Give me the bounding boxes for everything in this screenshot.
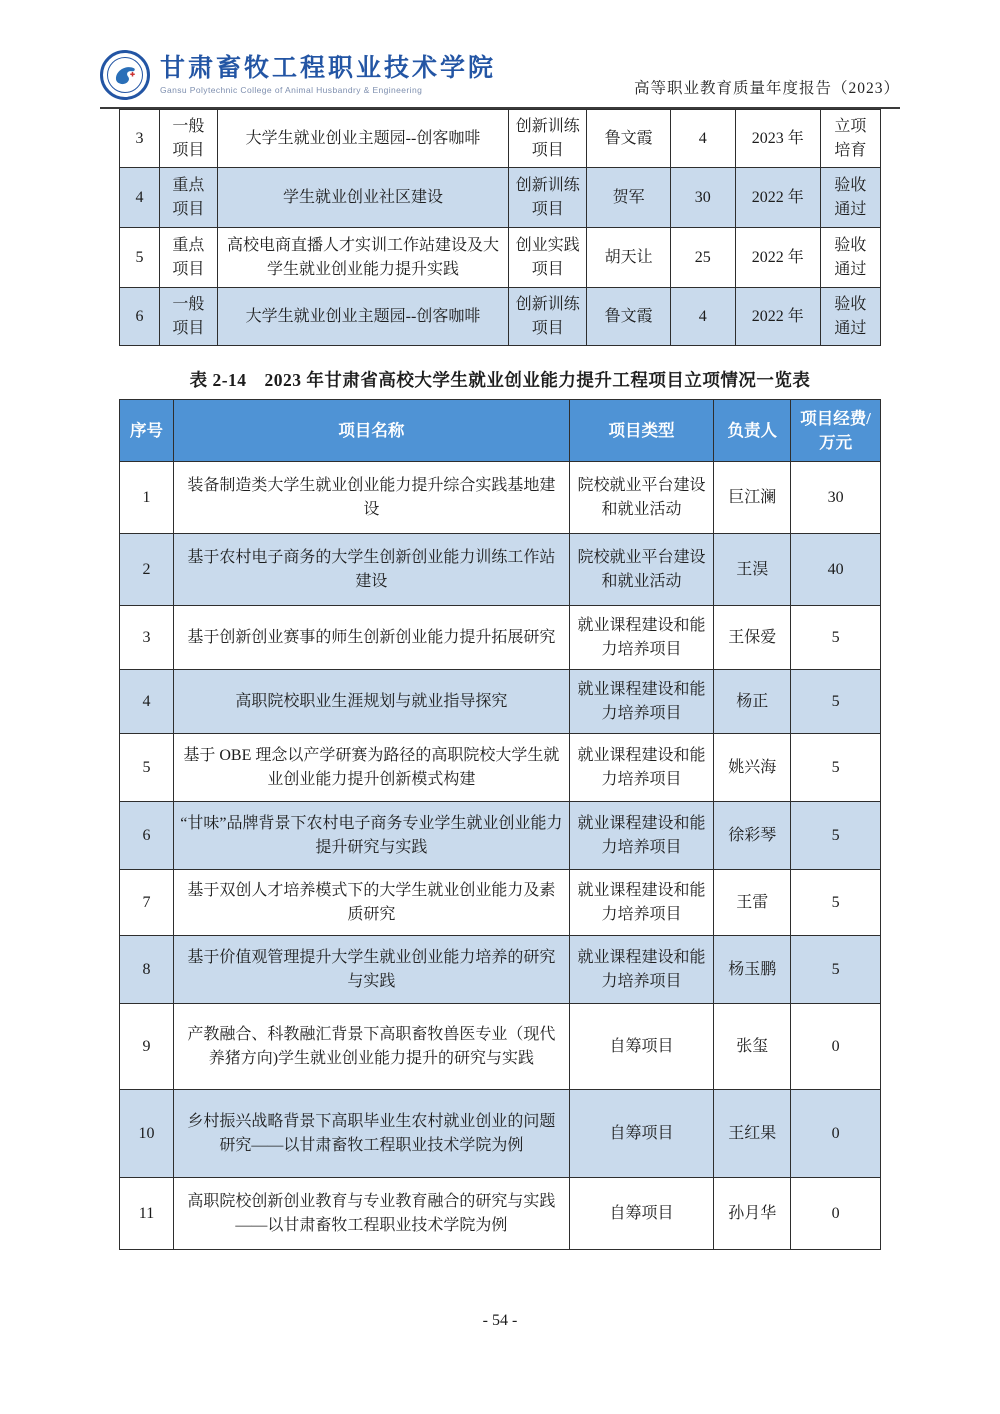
col-header-project-name: 项目名称 (174, 400, 570, 462)
cell-leader: 胡天让 (587, 228, 671, 288)
cell-leader: 王保爱 (714, 606, 791, 670)
cell-project-type: 就业课程建设和能力培养项目 (569, 670, 714, 734)
table-row (120, 1004, 881, 1090)
cell-level: 一般项目 (159, 288, 217, 346)
col-header-no: 序号 (120, 400, 174, 462)
cell-no: 5 (120, 734, 174, 802)
table-row (120, 936, 881, 1004)
cell-project-name: 基于双创人才培养模式下的大学生就业创业能力及素质研究 (174, 870, 570, 936)
cell-leader: 王红果 (714, 1090, 791, 1178)
cell-project-name: 基于 OBE 理念以产学研赛为路径的高职院校大学生就业创业能力提升创新模式构建 (174, 734, 570, 802)
cell-project-name: 基于农村电子商务的大学生创新创业能力训练工作站建设 (174, 534, 570, 606)
cell-budget: 5 (791, 936, 881, 1004)
cell-no: 8 (120, 936, 174, 1004)
cell-leader: 王雷 (714, 870, 791, 936)
table-caption: 表 2-14 2023 年甘肃省高校大学生就业创业能力提升工程项目立项情况一览表 (189, 370, 811, 390)
col-header-budget: 项目经费/万元 (791, 400, 881, 462)
cell-no: 6 (120, 288, 160, 346)
cell-no: 11 (120, 1178, 174, 1250)
cell-project-name: 装备制造类大学生就业创业能力提升综合实践基地建设 (174, 462, 570, 534)
page-header (100, 50, 900, 109)
cell-year: 2023 年 (735, 110, 820, 168)
cell-no: 4 (120, 670, 174, 734)
cell-status: 立项培育 (820, 110, 880, 168)
logo-text-block (160, 55, 496, 96)
cell-budget: 0 (791, 1090, 881, 1178)
cell-project-type: 院校就业平台建设和就业活动 (569, 534, 714, 606)
cell-project-name: “甘味”品牌背景下农村电子商务专业学生就业创业能力提升研究与实践 (174, 802, 570, 870)
college-name-en: Gansu Polytechnic College of Animal Husbandry & Engineering (160, 85, 423, 96)
cell-budget: 30 (791, 462, 881, 534)
table-row (120, 168, 881, 228)
cell-amount: 30 (670, 168, 735, 228)
cell-project-type: 就业课程建设和能力培养项目 (569, 734, 714, 802)
cell-no: 5 (120, 228, 160, 288)
cell-no: 3 (120, 110, 160, 168)
cell-project-name: 高职院校创新创业教育与专业教育融合的研究与实践——以甘肃畜牧工程职业技术学院为例 (174, 1178, 570, 1250)
cell-leader: 姚兴海 (714, 734, 791, 802)
cell-no: 2 (120, 534, 174, 606)
cell-no: 6 (120, 802, 174, 870)
cell-leader: 鲁文霞 (587, 110, 671, 168)
cell-project-type: 创新训练项目 (509, 110, 587, 168)
cell-budget: 5 (791, 606, 881, 670)
table-row (120, 802, 881, 870)
cell-leader: 杨正 (714, 670, 791, 734)
cell-project-type: 创新训练项目 (509, 288, 587, 346)
cell-project-type: 自筹项目 (569, 1004, 714, 1090)
table-row (120, 734, 881, 802)
cell-project-name: 大学生就业创业主题园--创客咖啡 (217, 110, 508, 168)
cell-leader: 王淏 (714, 534, 791, 606)
cell-no: 3 (120, 606, 174, 670)
cell-year: 2022 年 (735, 288, 820, 346)
cell-project-name: 产教融合、科教融汇背景下高职畜牧兽医专业（现代养猪方向)学生就业创业能力提升的研究与实践 (174, 1004, 570, 1090)
cell-project-name: 大学生就业创业主题园--创客咖啡 (217, 288, 508, 346)
table-row (120, 670, 881, 734)
cell-project-name: 基于创新创业赛事的师生创新创业能力提升拓展研究 (174, 606, 570, 670)
cell-budget: 40 (791, 534, 881, 606)
table-row (120, 228, 881, 288)
emblem-animal-icon (110, 60, 140, 90)
cell-project-name: 乡村振兴战略背景下高职毕业生农村就业创业的问题研究——以甘肃畜牧工程职业技术学院为例 (174, 1090, 570, 1178)
cell-status: 验收通过 (820, 288, 880, 346)
cell-leader: 徐彩琴 (714, 802, 791, 870)
cell-leader: 贺军 (587, 168, 671, 228)
cell-leader: 巨江澜 (714, 462, 791, 534)
cell-project-type: 创新训练项目 (509, 168, 587, 228)
cell-level: 一般项目 (159, 110, 217, 168)
cell-year: 2022 年 (735, 168, 820, 228)
cell-budget: 0 (791, 1004, 881, 1090)
cell-budget: 5 (791, 802, 881, 870)
cell-leader: 孙月华 (714, 1178, 791, 1250)
cell-no: 7 (120, 870, 174, 936)
cell-level: 重点项目 (159, 228, 217, 288)
cell-no: 10 (120, 1090, 174, 1178)
cell-project-type: 就业课程建设和能力培养项目 (569, 606, 714, 670)
cell-no: 4 (120, 168, 160, 228)
cell-status: 验收通过 (820, 168, 880, 228)
cell-project-type: 就业课程建设和能力培养项目 (569, 936, 714, 1004)
cell-project-type: 就业课程建设和能力培养项目 (569, 802, 714, 870)
college-name-cn: 甘肃畜牧工程职业技术学院 (160, 54, 497, 82)
cell-project-type: 院校就业平台建设和就业活动 (569, 462, 714, 534)
table-row (120, 1090, 881, 1178)
college-emblem-icon (100, 50, 150, 100)
table-row (120, 110, 881, 168)
cell-amount: 25 (670, 228, 735, 288)
cell-project-name: 基于价值观管理提升大学生就业创业能力培养的研究与实践 (174, 936, 570, 1004)
cell-project-name: 高职院校职业生涯规划与就业指导探究 (174, 670, 570, 734)
page-number: - 54 - (482, 1312, 518, 1329)
table-row (120, 462, 881, 534)
cell-amount: 4 (670, 288, 735, 346)
cell-status: 验收通过 (820, 228, 880, 288)
cell-year: 2022 年 (735, 228, 820, 288)
cell-no: 9 (120, 1004, 174, 1090)
cell-project-name: 学生就业创业社区建设 (217, 168, 508, 228)
project-table-continuation (119, 109, 881, 346)
cell-project-type: 自筹项目 (569, 1090, 714, 1178)
cell-budget: 5 (791, 870, 881, 936)
report-title: 高等职业教育质量年度报告（2023） (633, 80, 900, 97)
cell-budget: 5 (791, 670, 881, 734)
table-header-row (120, 400, 881, 462)
table-row (120, 870, 881, 936)
college-logo (100, 50, 496, 100)
table-row (120, 1178, 881, 1250)
cell-no: 1 (120, 462, 174, 534)
cell-level: 重点项目 (159, 168, 217, 228)
table-row (120, 534, 881, 606)
col-header-leader: 负责人 (714, 400, 791, 462)
cell-project-name: 高校电商直播人才实训工作站建设及大学生就业创业能力提升实践 (217, 228, 508, 288)
cell-leader: 杨玉鹏 (714, 936, 791, 1004)
cell-project-type: 就业课程建设和能力培养项目 (569, 870, 714, 936)
cell-budget: 5 (791, 734, 881, 802)
cell-leader: 张玺 (714, 1004, 791, 1090)
col-header-project-type: 项目类型 (569, 400, 714, 462)
cell-leader: 鲁文霞 (587, 288, 671, 346)
cell-project-type: 创业实践项目 (509, 228, 587, 288)
cell-project-type: 自筹项目 (569, 1178, 714, 1250)
project-funding-table (119, 399, 881, 1250)
table-row (120, 288, 881, 346)
cell-amount: 4 (670, 110, 735, 168)
cell-budget: 0 (791, 1178, 881, 1250)
table-row (120, 606, 881, 670)
